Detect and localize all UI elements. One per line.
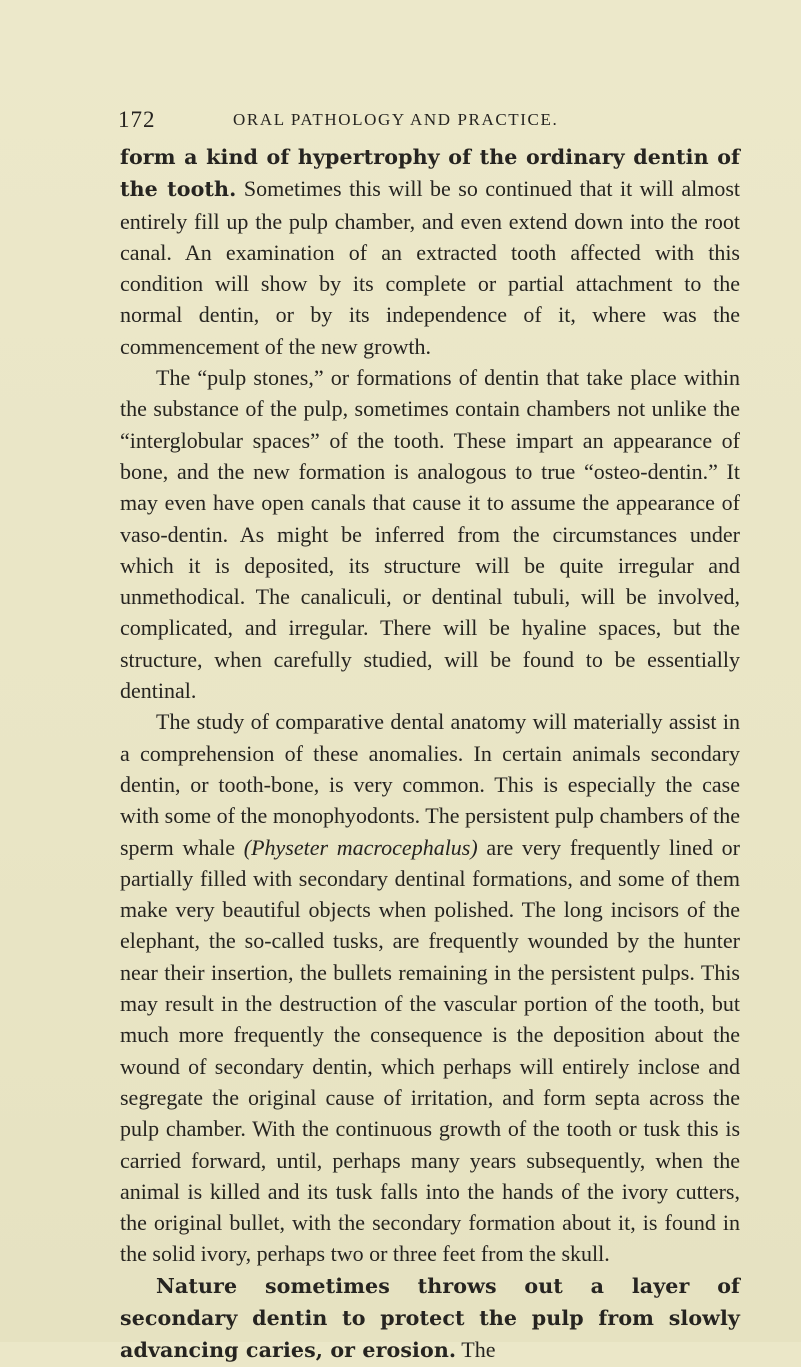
- body-text: [120, 141, 740, 1367]
- paragraph-3-text-before: The study of comparative dental anatomy will materially assist in a comprehension of these anomalies. In certain animals secondary dentin, or tooth-bone, is very common. This is especially the case with some of the monophyodonts. The persistent pulp chambers of the sperm whale: [120, 709, 740, 860]
- paragraph-2: [120, 362, 740, 706]
- paragraph-3-species-name: (Physeter macrocephalus): [243, 834, 478, 860]
- page-number: 172: [118, 107, 156, 132]
- paragraph-1-bold: form a kind of hypertrophy of the ordinary dentin of the tooth.: [120, 145, 740, 202]
- paragraph-1: [120, 141, 740, 362]
- page-header: [118, 107, 718, 137]
- paragraph-2-text: The “pulp stones,” or formations of dentin that take place within the substance of the pulp, sometimes contain chambers not unlike the “interglobular spaces” of the tooth. These impart an appearance of bone, and the new formation is analogous to true “osteo-dentin.” It may even have open canals that cause it to assume the appearance of vaso-dentin. As might be inferred from the circumstances under which it is deposited, its structure will be quite irregular and unmethodical. The canaliculi, or dentinal tubuli, will be involved, complicated, and irregular. There will be hyaline spaces, but the structure, when carefully studied, will be found to be essentially dentinal.: [120, 365, 740, 704]
- paragraph-4: [120, 1270, 740, 1367]
- paragraph-4-bold: Nature sometimes throws out a layer of secondary dentin to protect the pulp from slowly advancing caries, or erosion.: [120, 1273, 740, 1363]
- running-head: ORAL PATHOLOGY AND PRACTICE.: [233, 110, 559, 129]
- paragraph-1-text: Sometimes this will be so continued that it will almost entirely fill up the pulp chamber, and even extend down into the root canal. An examination of an extracted tooth affected with this condition will show by its complete or partial attachment to the normal dentin, or by its independence of it, where was the commencement of the new growth.: [120, 176, 741, 359]
- paragraph-3: [120, 706, 740, 1269]
- paragraph-3-text-after: are very frequently lined or partially filled with secondary dentinal formations, and some of them make very beautiful objects when polished. The long incisors of the elephant, the so-called tusks, are frequently wounded by the hunter near their insertion, the bullets remaining in the persistent pulps. This may result in the destruction of the vascular portion of the tooth, but much more frequently the consequence is the deposition about the wound of secondary dentin, which perhaps will entirely inclose and segregate the original cause of irritation, and form septa across the pulp chamber. With the continuous growth of the tooth or tusk this is carried forward, until, perhaps many years subsequently, when the animal is killed and its tusk falls into the hands of the ivory cutters, the original bullet, with the secondary formation about it, is found in the solid ivory, perhaps two or three feet from the skull.: [120, 834, 740, 1267]
- paragraph-4-text: The: [456, 1337, 496, 1363]
